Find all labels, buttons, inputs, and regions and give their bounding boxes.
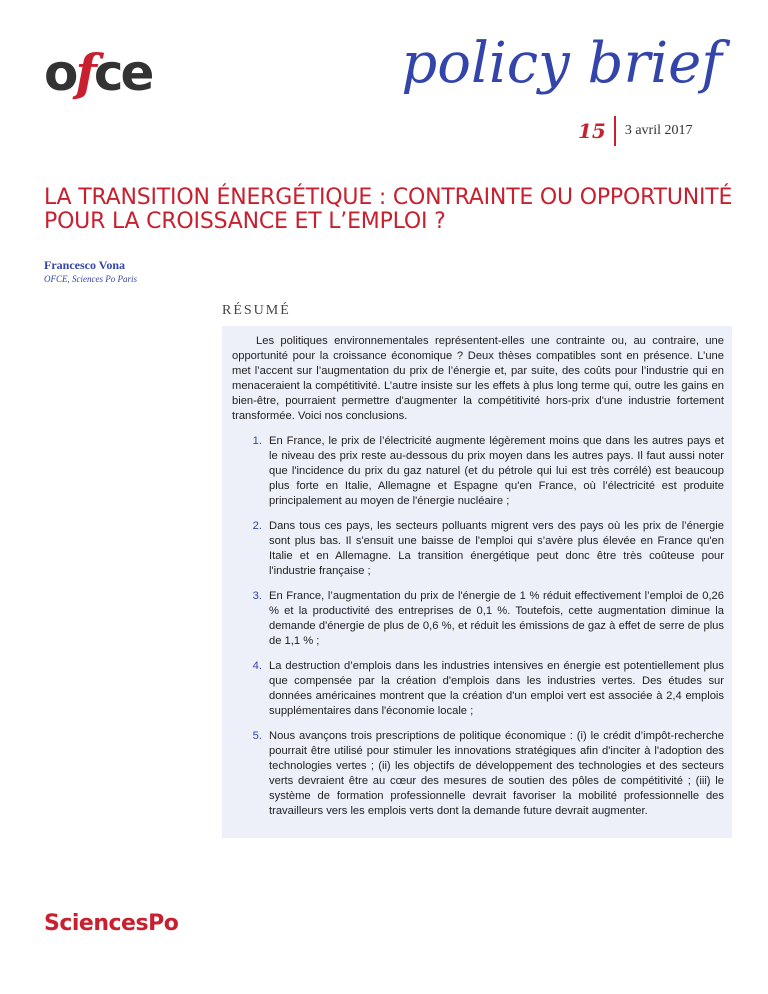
list-item-text: En France, le prix de l’électricité augmente légèrement moins que dans les autres pays et le niveau des prix reste au-dessous du prix moyen dans les autres pays. Il faut aussi noter que l'incidence du prix du gaz naturel (et du pétrole qui lui est très corrélé) est beaucoup plus forte en Italie, Allemagne et Espagne qu'en France, où l’électricité est produite principalement au moyen de l'énergie nucléaire ;: [269, 435, 724, 507]
author-affiliation: OFCE, Sciences Po Paris: [44, 274, 137, 284]
list-item-text: Dans tous ces pays, les secteurs polluants migrent vers des pays où les prix de l’énergie sont plus bas. Il s'ensuit une baisse de l'emploi qui s’avère plus élevée en France qu'en Italie et en Allemagne. La transition énergétique peut donc être très coûteuse pour l'industrie française ;: [269, 520, 724, 577]
list-item-text: La destruction d’emplois dans les industries intensives en énergie est potentiellement plus que compensée par la création d'emplois dans les industries vertes. Des études sur données américaines montrent que la création d'un emploi vert est associée à 2,4 emplois supplémentaires dans l'économie locale ;: [269, 660, 724, 717]
issue-info: [578, 116, 693, 146]
list-item: [232, 729, 724, 819]
list-item-number: 1.: [252, 435, 262, 447]
issue-number: 15: [578, 119, 606, 143]
list-item-text: En France, l’augmentation du prix de l'énergie de 1 % réduit effectivement l’emploi de 0,26 % et la productivité des entreprises de 0,1 %. Toutefois, cette augmentation diminue la demande d'énergie de plus de 0,6 %, et réduit les émissions de gaz à effet de serre de plus de 1,1 % ;: [269, 590, 724, 647]
list-item: [232, 519, 724, 579]
list-item: [232, 434, 724, 509]
publication-brand: policy brief: [401, 31, 722, 96]
list-item-number: 2.: [252, 520, 262, 532]
ofce-logo-o: o: [44, 44, 76, 102]
issue-date: 3 avril 2017: [624, 123, 693, 138]
author-name: Francesco Vona: [44, 258, 125, 272]
article-title: LA TRANSITION ÉNERGÉTIQUE : CONTRAINTE OU OPPORTUNITÉ POUR LA CROISSANCE ET L’EMPLOI ?: [44, 185, 733, 234]
list-item-text: Nous avançons trois prescriptions de politique économique : (i) le crédit d’impôt-recherche pourrait être utilisé pour stimuler les innovations stratégiques afin d'inciter à l'adoption des technologies vertes ; (ii) les objectifs de développement des technologies et des secteurs verts devraient être au cœur des mesures de soutien des pôles de compétitivité ; (iii) le système de formation professionnelle devrait favoriser la mobilité professionnelle des travailleurs vers les emplois verts dont la demande future devrait augmenter.: [269, 730, 724, 817]
summary-intro: Les politiques environnementales représentent-elles une contrainte ou, au contraire, une opportunité pour la croissance économique ? Deux thèses compatibles sont en présence. L’une met l’accent sur l’augmentation du prix de l’énergie et, par suite, des coûts pour l’industrie qui en menaceraient la compétitivité. L’autre insiste sur les effets à plus long terme qui, outre les gains en bien-être, pourraient permettre d'augmenter la compétitivité hors-prix d'une industrie fortement transformée. Voici nos conclusions.: [232, 335, 724, 422]
list-item-number: 5.: [252, 730, 262, 742]
list-item: [232, 659, 724, 719]
conclusions-list: [232, 434, 724, 819]
list-item-number: 3.: [252, 590, 262, 602]
ofce-logo: [44, 43, 152, 102]
ofce-logo-f: f: [75, 43, 94, 102]
summary-box: [222, 326, 732, 838]
sciencespo-logo: SciencesPo: [44, 911, 179, 936]
summary-heading: RÉSUMÉ: [222, 303, 291, 318]
ofce-logo-ce: ce: [93, 44, 152, 102]
list-item-number: 4.: [252, 660, 262, 672]
list-item: [232, 589, 724, 649]
